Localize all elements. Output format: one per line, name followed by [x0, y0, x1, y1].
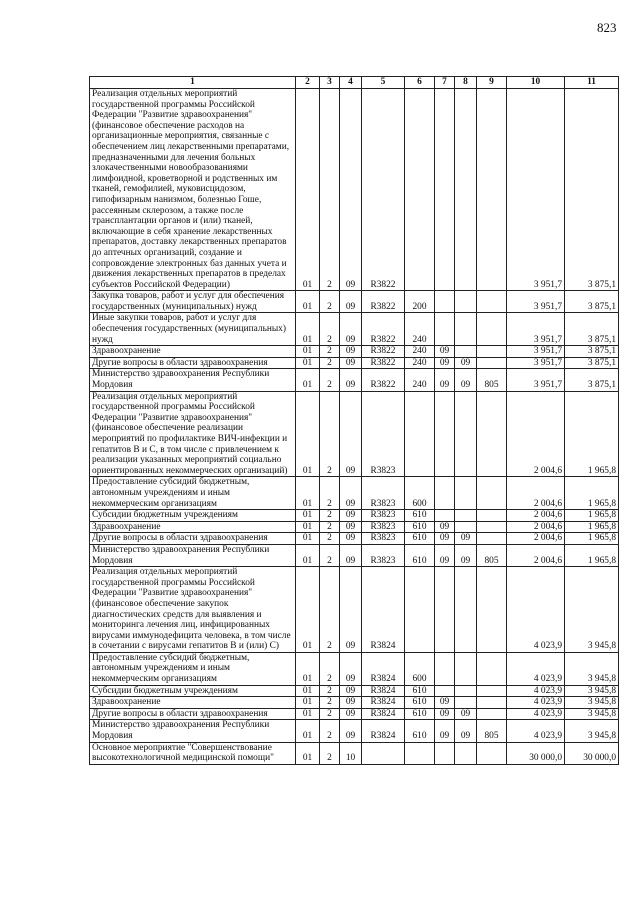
cell-col-4: 09 — [340, 477, 362, 510]
cell-target-code: R3823 — [362, 521, 405, 533]
cell-col-2: 01 — [296, 720, 320, 742]
column-header: 10 — [507, 77, 565, 89]
cell-amount-2: 1 965,8 — [565, 521, 619, 533]
cell-col-2: 01 — [296, 369, 320, 391]
cell-section — [435, 89, 455, 291]
cell-ministry-code: 805 — [477, 369, 507, 391]
cell-col-3: 2 — [320, 357, 340, 369]
row-description: Основное мероприятие "Совершенствование высокотехнологичной медицинской помощи" — [90, 742, 296, 764]
column-header: 7 — [435, 77, 455, 89]
cell-subsection: 09 — [455, 720, 477, 742]
table-row — [90, 652, 619, 685]
cell-ministry-code — [477, 510, 507, 522]
cell-section: 09 — [435, 533, 455, 545]
cell-subsection: 09 — [455, 708, 477, 720]
row-description: Другие вопросы в области здравоохранения — [90, 357, 296, 369]
cell-ministry-code — [477, 697, 507, 709]
cell-col-2: 01 — [296, 685, 320, 697]
cell-amount-1: 3 951,7 — [507, 89, 565, 291]
cell-ministry-code — [477, 685, 507, 697]
cell-col-4: 09 — [340, 521, 362, 533]
row-description: Реализация отдельных мероприятий государственной программы Российской Федерации "Развитие здравоохранения" (финансовое обеспечение реализации мероприятий по профилактике ВИЧ-инфекции и гепатитов В и С, в том числе с привлечением к реализации указанных мероприятий социально ориентированных некоммерческих организаций) — [90, 391, 296, 477]
cell-amount-1: 2 004,6 — [507, 477, 565, 510]
cell-col-3: 2 — [320, 313, 340, 346]
cell-amount-1: 4 023,9 — [507, 567, 565, 653]
column-header: 8 — [455, 77, 477, 89]
cell-section: 09 — [435, 521, 455, 533]
cell-col-2: 01 — [296, 313, 320, 346]
table-row — [90, 544, 619, 566]
cell-expense-type: 240 — [405, 357, 435, 369]
cell-target-code: R3823 — [362, 510, 405, 522]
cell-col-4: 09 — [340, 89, 362, 291]
table-row — [90, 291, 619, 313]
cell-col-4: 09 — [340, 391, 362, 477]
cell-col-3: 2 — [320, 708, 340, 720]
cell-col-3: 2 — [320, 720, 340, 742]
cell-col-4: 09 — [340, 533, 362, 545]
cell-amount-1: 4 023,9 — [507, 652, 565, 685]
cell-subsection — [455, 89, 477, 291]
cell-col-4: 09 — [340, 685, 362, 697]
table-row — [90, 533, 619, 545]
cell-amount-2: 3 875,1 — [565, 89, 619, 291]
cell-target-code: R3824 — [362, 720, 405, 742]
cell-amount-1: 2 004,6 — [507, 533, 565, 545]
cell-amount-2: 3 945,8 — [565, 567, 619, 653]
cell-amount-2: 1 965,8 — [565, 544, 619, 566]
cell-col-2: 01 — [296, 533, 320, 545]
cell-amount-2: 1 965,8 — [565, 510, 619, 522]
cell-subsection — [455, 652, 477, 685]
cell-amount-2: 1 965,8 — [565, 391, 619, 477]
cell-amount-1: 2 004,6 — [507, 391, 565, 477]
cell-ministry-code — [477, 521, 507, 533]
cell-expense-type: 600 — [405, 652, 435, 685]
row-description: Предоставление субсидий бюджетным, автономным учреждениям и иным некоммерческим организациям — [90, 652, 296, 685]
cell-ministry-code — [477, 742, 507, 764]
cell-target-code: R3822 — [362, 357, 405, 369]
cell-amount-1: 4 023,9 — [507, 708, 565, 720]
table-row — [90, 742, 619, 764]
cell-amount-2: 3 945,8 — [565, 708, 619, 720]
table-row — [90, 510, 619, 522]
cell-col-4: 09 — [340, 346, 362, 358]
cell-col-2: 01 — [296, 357, 320, 369]
cell-expense-type — [405, 391, 435, 477]
cell-col-2: 01 — [296, 89, 320, 291]
cell-subsection: 09 — [455, 544, 477, 566]
cell-ministry-code — [477, 477, 507, 510]
row-description: Субсидии бюджетным учреждениям — [90, 510, 296, 522]
cell-expense-type: 610 — [405, 521, 435, 533]
cell-amount-2: 3 875,1 — [565, 346, 619, 358]
cell-amount-1: 2 004,6 — [507, 510, 565, 522]
cell-col-3: 2 — [320, 567, 340, 653]
cell-col-3: 2 — [320, 391, 340, 477]
cell-amount-2: 3 945,8 — [565, 720, 619, 742]
cell-amount-1: 3 951,7 — [507, 346, 565, 358]
cell-section — [435, 652, 455, 685]
cell-section: 09 — [435, 720, 455, 742]
row-description: Иные закупки товаров, работ и услуг для обеспечения государственных (муниципальных) нужд — [90, 313, 296, 346]
column-header: 2 — [296, 77, 320, 89]
cell-expense-type: 610 — [405, 533, 435, 545]
cell-amount-1: 3 951,7 — [507, 313, 565, 346]
cell-target-code: R3822 — [362, 369, 405, 391]
cell-ministry-code: 805 — [477, 720, 507, 742]
cell-ministry-code: 805 — [477, 544, 507, 566]
cell-amount-1: 3 951,7 — [507, 291, 565, 313]
cell-subsection — [455, 477, 477, 510]
table-row — [90, 346, 619, 358]
page-number: 823 — [597, 20, 617, 35]
table-row — [90, 685, 619, 697]
row-description: Закупка товаров, работ и услуг для обеспечения государственных (муниципальных) нужд — [90, 291, 296, 313]
table-row — [90, 357, 619, 369]
cell-col-4: 09 — [340, 708, 362, 720]
table-row — [90, 313, 619, 346]
cell-col-3: 2 — [320, 521, 340, 533]
cell-section — [435, 742, 455, 764]
cell-subsection — [455, 567, 477, 653]
cell-col-4: 09 — [340, 544, 362, 566]
cell-expense-type: 600 — [405, 477, 435, 510]
cell-col-4: 09 — [340, 720, 362, 742]
cell-expense-type — [405, 742, 435, 764]
cell-subsection: 09 — [455, 357, 477, 369]
cell-amount-1: 4 023,9 — [507, 720, 565, 742]
cell-col-4: 09 — [340, 652, 362, 685]
cell-amount-1: 4 023,9 — [507, 697, 565, 709]
row-description: Министерство здравоохранения Республики Мордовия — [90, 720, 296, 742]
cell-expense-type: 610 — [405, 685, 435, 697]
cell-subsection: 09 — [455, 533, 477, 545]
cell-subsection — [455, 313, 477, 346]
column-header: 11 — [565, 77, 619, 89]
cell-section — [435, 313, 455, 346]
cell-col-2: 01 — [296, 291, 320, 313]
cell-target-code: R3822 — [362, 291, 405, 313]
cell-amount-1: 2 004,6 — [507, 544, 565, 566]
cell-section — [435, 391, 455, 477]
cell-subsection — [455, 346, 477, 358]
cell-target-code: R3823 — [362, 533, 405, 545]
cell-col-2: 01 — [296, 510, 320, 522]
cell-expense-type: 240 — [405, 346, 435, 358]
cell-ministry-code — [477, 89, 507, 291]
cell-col-3: 2 — [320, 291, 340, 313]
cell-section — [435, 685, 455, 697]
table-row — [90, 720, 619, 742]
cell-col-4: 09 — [340, 369, 362, 391]
cell-amount-2: 3 875,1 — [565, 357, 619, 369]
cell-section — [435, 567, 455, 653]
cell-col-2: 01 — [296, 567, 320, 653]
cell-target-code: R3824 — [362, 697, 405, 709]
cell-amount-2: 3 945,8 — [565, 697, 619, 709]
cell-expense-type — [405, 89, 435, 291]
row-description: Субсидии бюджетным учреждениям — [90, 685, 296, 697]
table-row — [90, 708, 619, 720]
cell-subsection — [455, 291, 477, 313]
cell-amount-1: 4 023,9 — [507, 685, 565, 697]
cell-col-3: 2 — [320, 685, 340, 697]
cell-col-3: 2 — [320, 510, 340, 522]
row-description: Министерство здравоохранения Республики Мордовия — [90, 544, 296, 566]
cell-ministry-code — [477, 533, 507, 545]
cell-section: 09 — [435, 697, 455, 709]
row-description: Предоставление субсидий бюджетным, автономным учреждениям и иным некоммерческим организациям — [90, 477, 296, 510]
cell-section — [435, 291, 455, 313]
cell-col-4: 09 — [340, 510, 362, 522]
cell-expense-type: 610 — [405, 510, 435, 522]
cell-col-2: 01 — [296, 652, 320, 685]
cell-col-4: 09 — [340, 357, 362, 369]
cell-col-3: 2 — [320, 89, 340, 291]
row-description: Реализация отдельных мероприятий государственной программы Российской Федерации "Развитие здравоохранения" (финансовое обеспечение расходов на организационные мероприятия, связанные с обеспечением лиц лекарственными препаратами, предназначенными для лечения больных злокачественными новообразованиями лимфоидной, кроветворной и родственных им тканей, гемофилией, муковисцидозом, гипофизарным нанизмом, болезнью Гоше, рассеянным склерозом, а также после трансплантации органов и (или) тканей, включающие в себя хранение лекарственных препаратов, доставку лекарственных препаратов до аптечных организаций, создание и сопровождение электронных баз данных учета и движения лекарственных препаратов в пределах субъектов Российской Федерации) — [90, 89, 296, 291]
cell-col-4: 09 — [340, 313, 362, 346]
column-header: 1 — [90, 77, 296, 89]
cell-target-code — [362, 742, 405, 764]
cell-col-3: 2 — [320, 533, 340, 545]
table-row — [90, 521, 619, 533]
cell-ministry-code — [477, 708, 507, 720]
cell-col-4: 09 — [340, 291, 362, 313]
cell-target-code: R3824 — [362, 567, 405, 653]
cell-section: 09 — [435, 544, 455, 566]
cell-amount-1: 30 000,0 — [507, 742, 565, 764]
cell-amount-2: 3 945,8 — [565, 652, 619, 685]
cell-col-2: 01 — [296, 697, 320, 709]
cell-col-2: 01 — [296, 521, 320, 533]
cell-expense-type: 240 — [405, 313, 435, 346]
cell-ministry-code — [477, 391, 507, 477]
cell-target-code: R3824 — [362, 652, 405, 685]
row-description: Министерство здравоохранения Республики Мордовия — [90, 369, 296, 391]
cell-subsection — [455, 697, 477, 709]
cell-ministry-code — [477, 346, 507, 358]
cell-target-code: R3822 — [362, 89, 405, 291]
cell-target-code: R3822 — [362, 313, 405, 346]
cell-subsection — [455, 391, 477, 477]
table-header-row — [90, 77, 619, 89]
row-description: Здравоохранение — [90, 697, 296, 709]
cell-amount-2: 30 000,0 — [565, 742, 619, 764]
column-header: 9 — [477, 77, 507, 89]
column-header: 5 — [362, 77, 405, 89]
cell-section: 09 — [435, 357, 455, 369]
cell-amount-2: 3 875,1 — [565, 369, 619, 391]
cell-col-2: 01 — [296, 346, 320, 358]
cell-target-code: R3824 — [362, 685, 405, 697]
cell-ministry-code — [477, 313, 507, 346]
cell-subsection — [455, 742, 477, 764]
row-description: Реализация отдельных мероприятий государственной программы Российской Федерации "Развитие здравоохранения" (финансовое обеспечение закупок диагностических средств для выявления и мониторинга лечения лиц, инфицированных вирусами иммунодефицита человека, в том числе в сочетании с вирусами гепатитов В и (или) С) — [90, 567, 296, 653]
cell-col-4: 10 — [340, 742, 362, 764]
table-row — [90, 477, 619, 510]
row-description: Здравоохранение — [90, 346, 296, 358]
cell-target-code: R3823 — [362, 477, 405, 510]
cell-col-3: 2 — [320, 477, 340, 510]
column-header: 4 — [340, 77, 362, 89]
table-row — [90, 697, 619, 709]
cell-section — [435, 510, 455, 522]
cell-ministry-code — [477, 567, 507, 653]
row-description: Другие вопросы в области здравоохранения — [90, 708, 296, 720]
table-row — [90, 391, 619, 477]
cell-expense-type: 200 — [405, 291, 435, 313]
cell-col-3: 2 — [320, 742, 340, 764]
row-description: Другие вопросы в области здравоохранения — [90, 533, 296, 545]
cell-amount-1: 3 951,7 — [507, 357, 565, 369]
budget-table — [89, 76, 619, 765]
cell-col-3: 2 — [320, 652, 340, 685]
cell-target-code: R3823 — [362, 391, 405, 477]
table-row — [90, 369, 619, 391]
cell-expense-type: 610 — [405, 544, 435, 566]
cell-col-3: 2 — [320, 346, 340, 358]
table-row — [90, 567, 619, 653]
cell-amount-2: 3 945,8 — [565, 685, 619, 697]
cell-col-2: 01 — [296, 477, 320, 510]
cell-amount-1: 3 951,7 — [507, 369, 565, 391]
cell-section: 09 — [435, 708, 455, 720]
cell-amount-2: 1 965,8 — [565, 477, 619, 510]
cell-amount-2: 3 875,1 — [565, 313, 619, 346]
cell-section: 09 — [435, 369, 455, 391]
cell-col-2: 01 — [296, 544, 320, 566]
cell-section — [435, 477, 455, 510]
cell-target-code: R3823 — [362, 544, 405, 566]
cell-amount-1: 2 004,6 — [507, 521, 565, 533]
cell-expense-type: 610 — [405, 708, 435, 720]
cell-expense-type: 240 — [405, 369, 435, 391]
cell-col-2: 01 — [296, 708, 320, 720]
cell-amount-2: 1 965,8 — [565, 533, 619, 545]
cell-col-3: 2 — [320, 544, 340, 566]
cell-subsection — [455, 685, 477, 697]
cell-amount-2: 3 875,1 — [565, 291, 619, 313]
cell-col-3: 2 — [320, 697, 340, 709]
cell-ministry-code — [477, 357, 507, 369]
cell-target-code: R3822 — [362, 346, 405, 358]
column-header: 6 — [405, 77, 435, 89]
cell-section: 09 — [435, 346, 455, 358]
cell-subsection — [455, 510, 477, 522]
column-header: 3 — [320, 77, 340, 89]
cell-col-2: 01 — [296, 742, 320, 764]
cell-col-3: 2 — [320, 369, 340, 391]
table-row — [90, 89, 619, 291]
row-description: Здравоохранение — [90, 521, 296, 533]
cell-col-4: 09 — [340, 697, 362, 709]
cell-subsection: 09 — [455, 369, 477, 391]
cell-ministry-code — [477, 291, 507, 313]
cell-expense-type — [405, 567, 435, 653]
cell-expense-type: 610 — [405, 697, 435, 709]
cell-ministry-code — [477, 652, 507, 685]
cell-col-2: 01 — [296, 391, 320, 477]
cell-target-code: R3824 — [362, 708, 405, 720]
cell-col-4: 09 — [340, 567, 362, 653]
cell-expense-type: 610 — [405, 720, 435, 742]
cell-subsection — [455, 521, 477, 533]
